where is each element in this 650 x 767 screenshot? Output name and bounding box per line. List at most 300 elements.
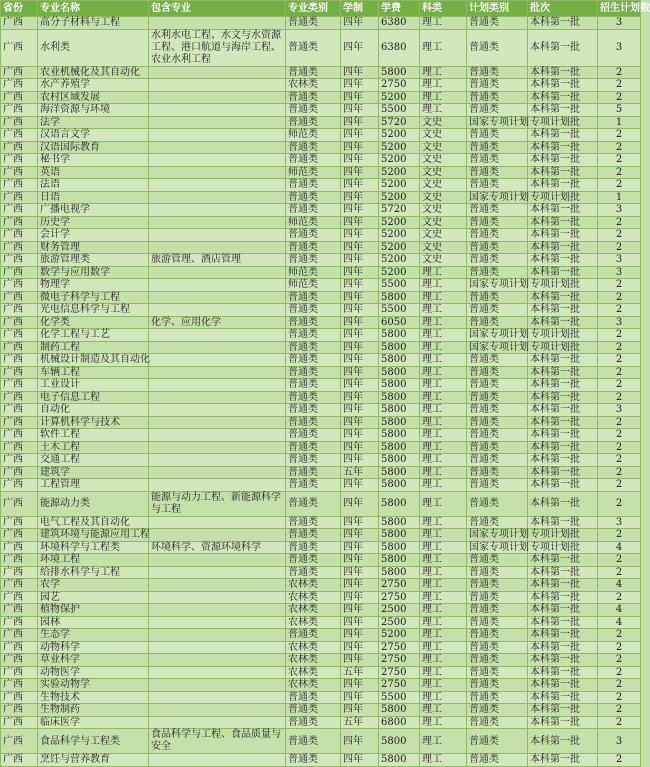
cell-major-category: 农林类 — [286, 641, 341, 654]
cell-major-name: 计算机科学与技术 — [38, 416, 149, 429]
table-row — [1, 679, 641, 692]
cell-enrollment-count: 2 — [598, 304, 641, 317]
cell-included-majors — [149, 279, 286, 292]
header-major-category: 专业类别 — [286, 1, 341, 17]
cell-batch: 本科第一批 — [528, 591, 598, 604]
cell-major-category: 普通类 — [286, 554, 341, 567]
cell-tuition: 5500 — [379, 104, 420, 117]
cell-duration: 四年 — [341, 566, 379, 579]
cell-major-name: 农业机械化及其自动化 — [38, 66, 149, 79]
cell-province: 广西 — [1, 104, 38, 117]
cell-tuition: 5500 — [379, 304, 420, 317]
cell-subject-type: 文史 — [420, 191, 467, 204]
cell-tuition: 5800 — [379, 704, 420, 717]
cell-tuition: 5800 — [379, 554, 420, 567]
cell-major-name: 动物医学 — [38, 666, 149, 679]
cell-major-name: 临床医学 — [38, 716, 149, 729]
cell-subject-type: 文史 — [420, 216, 467, 229]
cell-enrollment-count: 2 — [598, 241, 641, 254]
cell-major-category: 师范类 — [286, 166, 341, 179]
cell-plan-type: 普通类 — [467, 629, 528, 642]
table-row — [1, 154, 641, 167]
cell-major-name: 汉语国际教育 — [38, 141, 149, 154]
cell-province: 广西 — [1, 304, 38, 317]
cell-included-majors: 环境科学、资源环境科学 — [149, 541, 286, 554]
cell-tuition: 2750 — [379, 654, 420, 667]
cell-province: 广西 — [1, 454, 38, 467]
cell-enrollment-count: 2 — [598, 641, 641, 654]
cell-batch: 本科第一批 — [528, 679, 598, 692]
cell-tuition: 5720 — [379, 116, 420, 129]
cell-duration: 四年 — [341, 366, 379, 379]
cell-plan-type: 普通类 — [467, 291, 528, 304]
cell-included-majors — [149, 716, 286, 729]
cell-batch: 本科第一批 — [528, 579, 598, 592]
cell-tuition: 5200 — [379, 229, 420, 242]
header-enrollment-count: 招生计划数 — [598, 1, 641, 17]
cell-tuition: 2500 — [379, 616, 420, 629]
cell-enrollment-count: 3 — [598, 516, 641, 529]
cell-included-majors — [149, 479, 286, 492]
cell-major-name: 软件工程 — [38, 429, 149, 442]
cell-included-majors — [149, 441, 286, 454]
cell-batch: 本科第一批 — [528, 179, 598, 192]
table-row — [1, 454, 641, 467]
cell-duration: 四年 — [341, 641, 379, 654]
table-row — [1, 204, 641, 217]
cell-major-name: 广播电视学 — [38, 204, 149, 217]
cell-subject-type: 文史 — [420, 241, 467, 254]
cell-enrollment-count: 2 — [598, 704, 641, 717]
cell-tuition: 5800 — [379, 479, 420, 492]
cell-plan-type: 普通类 — [467, 29, 528, 66]
cell-major-name: 建筑学 — [38, 466, 149, 479]
cell-included-majors: 旅游管理、酒店管理 — [149, 254, 286, 267]
cell-major-category: 师范类 — [286, 129, 341, 142]
cell-enrollment-count: 2 — [598, 454, 641, 467]
cell-major-name: 微电子科学与工程 — [38, 291, 149, 304]
cell-duration: 四年 — [341, 354, 379, 367]
cell-province: 广西 — [1, 154, 38, 167]
cell-subject-type: 理工 — [420, 654, 467, 667]
cell-major-category: 普通类 — [286, 429, 341, 442]
cell-plan-type: 普通类 — [467, 429, 528, 442]
cell-duration: 四年 — [341, 104, 379, 117]
table-row — [1, 116, 641, 129]
cell-major-category: 农林类 — [286, 604, 341, 617]
cell-batch: 本科第一批 — [528, 141, 598, 154]
cell-major-category: 普通类 — [286, 366, 341, 379]
cell-duration: 四年 — [341, 604, 379, 617]
cell-major-category: 普通类 — [286, 17, 341, 30]
cell-duration: 四年 — [341, 254, 379, 267]
cell-subject-type: 理工 — [420, 641, 467, 654]
cell-enrollment-count: 2 — [598, 229, 641, 242]
cell-tuition: 5800 — [379, 516, 420, 529]
cell-included-majors — [149, 129, 286, 142]
cell-province: 广西 — [1, 341, 38, 354]
cell-batch: 本科第一批 — [528, 554, 598, 567]
cell-duration: 四年 — [341, 491, 379, 516]
cell-tuition: 5800 — [379, 404, 420, 417]
cell-enrollment-count: 4 — [598, 541, 641, 554]
cell-subject-type: 理工 — [420, 529, 467, 542]
cell-duration: 四年 — [341, 691, 379, 704]
cell-duration: 四年 — [341, 129, 379, 142]
cell-province: 广西 — [1, 516, 38, 529]
cell-major-category: 普通类 — [286, 541, 341, 554]
table-header-row — [1, 1, 641, 17]
cell-plan-type: 普通类 — [467, 79, 528, 92]
cell-duration: 四年 — [341, 166, 379, 179]
cell-batch: 本科第一批 — [528, 166, 598, 179]
cell-duration: 四年 — [341, 229, 379, 242]
cell-major-name: 秘书学 — [38, 154, 149, 167]
cell-included-majors — [149, 391, 286, 404]
cell-enrollment-count: 2 — [598, 666, 641, 679]
table-row — [1, 579, 641, 592]
cell-included-majors — [149, 91, 286, 104]
cell-subject-type: 理工 — [420, 704, 467, 717]
cell-included-majors — [149, 679, 286, 692]
cell-province: 广西 — [1, 479, 38, 492]
cell-plan-type: 普通类 — [467, 416, 528, 429]
cell-tuition: 5800 — [379, 429, 420, 442]
cell-plan-type: 普通类 — [467, 241, 528, 254]
cell-batch: 本科第一批 — [528, 379, 598, 392]
cell-enrollment-count: 2 — [598, 529, 641, 542]
cell-batch: 本科第一批 — [528, 204, 598, 217]
cell-major-name: 工业设计 — [38, 379, 149, 392]
cell-batch: 本科第一批 — [528, 429, 598, 442]
cell-province: 广西 — [1, 366, 38, 379]
cell-province: 广西 — [1, 254, 38, 267]
table-row — [1, 704, 641, 717]
header-plan-type: 计划类别 — [467, 1, 528, 17]
cell-subject-type: 理工 — [420, 366, 467, 379]
cell-batch: 本科第一批 — [528, 304, 598, 317]
cell-plan-type: 普通类 — [467, 666, 528, 679]
cell-included-majors — [149, 216, 286, 229]
cell-major-category: 农林类 — [286, 679, 341, 692]
cell-major-name: 动物科学 — [38, 641, 149, 654]
cell-province: 广西 — [1, 29, 38, 66]
cell-duration: 五年 — [341, 716, 379, 729]
cell-tuition: 6380 — [379, 17, 420, 30]
header-included-majors: 包含专业 — [149, 1, 286, 17]
cell-included-majors — [149, 529, 286, 542]
cell-tuition: 5800 — [379, 729, 420, 754]
cell-included-majors: 化学、应用化学 — [149, 316, 286, 329]
cell-enrollment-count: 2 — [598, 416, 641, 429]
cell-subject-type: 文史 — [420, 179, 467, 192]
cell-enrollment-count: 3 — [598, 204, 641, 217]
cell-province: 广西 — [1, 216, 38, 229]
cell-plan-type: 普通类 — [467, 316, 528, 329]
cell-batch: 本科第一批 — [528, 254, 598, 267]
cell-major-name: 能源动力类 — [38, 491, 149, 516]
cell-batch: 本科第一批 — [528, 641, 598, 654]
table-row — [1, 141, 641, 154]
cell-batch: 本科第一批 — [528, 466, 598, 479]
cell-included-majors — [149, 654, 286, 667]
cell-subject-type: 理工 — [420, 17, 467, 30]
cell-province: 广西 — [1, 466, 38, 479]
cell-included-majors — [149, 366, 286, 379]
cell-included-majors — [149, 666, 286, 679]
cell-subject-type: 理工 — [420, 516, 467, 529]
cell-major-category: 普通类 — [286, 91, 341, 104]
cell-subject-type: 文史 — [420, 154, 467, 167]
cell-subject-type: 理工 — [420, 441, 467, 454]
cell-batch: 本科第一批 — [528, 391, 598, 404]
cell-included-majors — [149, 204, 286, 217]
table-row — [1, 716, 641, 729]
cell-batch: 本科第一批 — [528, 629, 598, 642]
cell-subject-type: 理工 — [420, 729, 467, 754]
table-body — [1, 17, 641, 767]
table-row — [1, 341, 641, 354]
cell-tuition: 5200 — [379, 91, 420, 104]
cell-batch: 本科第一批 — [528, 441, 598, 454]
cell-included-majors — [149, 304, 286, 317]
cell-plan-type: 国家专项计划 — [467, 529, 528, 542]
table-row — [1, 216, 641, 229]
table-row — [1, 616, 641, 629]
cell-included-majors — [149, 404, 286, 417]
cell-tuition: 5200 — [379, 154, 420, 167]
cell-duration: 四年 — [341, 79, 379, 92]
table-row — [1, 166, 641, 179]
cell-major-category: 普通类 — [286, 304, 341, 317]
cell-duration: 四年 — [341, 141, 379, 154]
cell-plan-type: 国家专项计划 — [467, 116, 528, 129]
cell-duration: 五年 — [341, 466, 379, 479]
cell-major-category: 普通类 — [286, 416, 341, 429]
cell-duration: 四年 — [341, 391, 379, 404]
table-row — [1, 429, 641, 442]
cell-province: 广西 — [1, 416, 38, 429]
cell-duration: 四年 — [341, 91, 379, 104]
table-row — [1, 629, 641, 642]
cell-plan-type: 普通类 — [467, 454, 528, 467]
cell-subject-type: 理工 — [420, 354, 467, 367]
cell-tuition: 5800 — [379, 291, 420, 304]
table-row — [1, 541, 641, 554]
cell-major-category: 普通类 — [286, 254, 341, 267]
cell-tuition: 5800 — [379, 491, 420, 516]
cell-major-category: 普通类 — [286, 316, 341, 329]
cell-duration: 四年 — [341, 116, 379, 129]
cell-plan-type: 普通类 — [467, 691, 528, 704]
cell-plan-type: 普通类 — [467, 554, 528, 567]
cell-batch: 本科第一批 — [528, 66, 598, 79]
cell-subject-type: 理工 — [420, 454, 467, 467]
cell-plan-type: 普通类 — [467, 66, 528, 79]
table-row — [1, 654, 641, 667]
cell-tuition: 5800 — [379, 391, 420, 404]
cell-major-category: 师范类 — [286, 216, 341, 229]
cell-subject-type: 理工 — [420, 266, 467, 279]
cell-enrollment-count: 2 — [598, 691, 641, 704]
cell-batch: 本科第一批 — [528, 716, 598, 729]
cell-duration: 四年 — [341, 654, 379, 667]
cell-major-category: 普通类 — [286, 479, 341, 492]
cell-batch: 专项计划批 — [528, 529, 598, 542]
cell-province: 广西 — [1, 716, 38, 729]
cell-batch: 本科第一批 — [528, 91, 598, 104]
cell-subject-type: 理工 — [420, 304, 467, 317]
cell-major-category: 普通类 — [286, 716, 341, 729]
cell-enrollment-count: 2 — [598, 491, 641, 516]
header-major-name: 专业名称 — [38, 1, 149, 17]
cell-enrollment-count: 4 — [598, 579, 641, 592]
cell-batch: 本科第一批 — [528, 654, 598, 667]
cell-tuition: 5200 — [379, 254, 420, 267]
cell-major-category: 师范类 — [286, 279, 341, 292]
cell-province: 广西 — [1, 666, 38, 679]
cell-major-name: 水产养殖学 — [38, 79, 149, 92]
table-row — [1, 554, 641, 567]
cell-batch: 本科第一批 — [528, 129, 598, 142]
cell-province: 广西 — [1, 491, 38, 516]
cell-duration: 四年 — [341, 679, 379, 692]
cell-tuition: 2500 — [379, 604, 420, 617]
cell-batch: 本科第一批 — [528, 691, 598, 704]
cell-major-category: 普通类 — [286, 354, 341, 367]
cell-tuition: 5800 — [379, 341, 420, 354]
cell-major-name: 土木工程 — [38, 441, 149, 454]
cell-included-majors — [149, 291, 286, 304]
cell-major-category: 农林类 — [286, 616, 341, 629]
cell-major-category: 普通类 — [286, 291, 341, 304]
cell-duration: 四年 — [341, 429, 379, 442]
cell-plan-type: 普通类 — [467, 516, 528, 529]
cell-tuition: 2750 — [379, 679, 420, 692]
cell-major-name: 财务管理 — [38, 241, 149, 254]
cell-plan-type: 普通类 — [467, 91, 528, 104]
cell-enrollment-count: 2 — [598, 591, 641, 604]
cell-subject-type: 理工 — [420, 379, 467, 392]
cell-duration: 四年 — [341, 266, 379, 279]
cell-subject-type: 理工 — [420, 416, 467, 429]
cell-included-majors — [149, 691, 286, 704]
cell-major-name: 草业科学 — [38, 654, 149, 667]
cell-duration: 四年 — [341, 179, 379, 192]
cell-batch: 本科第一批 — [528, 491, 598, 516]
cell-duration: 四年 — [341, 754, 379, 767]
cell-batch: 本科第一批 — [528, 29, 598, 66]
header-batch: 批次 — [528, 1, 598, 17]
cell-major-name: 农学 — [38, 579, 149, 592]
cell-major-name: 食品科学与工程类 — [38, 729, 149, 754]
cell-included-majors — [149, 429, 286, 442]
header-tuition: 学费 — [379, 1, 420, 17]
cell-province: 广西 — [1, 704, 38, 717]
cell-subject-type: 理工 — [420, 754, 467, 767]
cell-duration: 四年 — [341, 454, 379, 467]
cell-major-category: 普通类 — [286, 104, 341, 117]
cell-major-category: 普通类 — [286, 391, 341, 404]
table-row — [1, 366, 641, 379]
cell-province: 广西 — [1, 166, 38, 179]
cell-major-category: 普通类 — [286, 466, 341, 479]
cell-enrollment-count: 2 — [598, 629, 641, 642]
cell-province: 广西 — [1, 266, 38, 279]
cell-tuition: 2750 — [379, 641, 420, 654]
cell-enrollment-count: 2 — [598, 341, 641, 354]
table-row — [1, 241, 641, 254]
cell-enrollment-count: 3 — [598, 29, 641, 66]
cell-tuition: 5800 — [379, 329, 420, 342]
cell-tuition: 5500 — [379, 691, 420, 704]
cell-tuition: 6380 — [379, 29, 420, 66]
cell-province: 广西 — [1, 66, 38, 79]
cell-enrollment-count: 2 — [598, 216, 641, 229]
table-row — [1, 441, 641, 454]
cell-plan-type: 普通类 — [467, 479, 528, 492]
cell-tuition: 2750 — [379, 591, 420, 604]
cell-duration: 四年 — [341, 17, 379, 30]
cell-included-majors: 能源与动力工程、新能源科学与工程 — [149, 491, 286, 516]
cell-plan-type: 普通类 — [467, 641, 528, 654]
cell-enrollment-count: 4 — [598, 616, 641, 629]
cell-province: 广西 — [1, 629, 38, 642]
cell-province: 广西 — [1, 529, 38, 542]
cell-major-name: 电气工程及其自动化 — [38, 516, 149, 529]
cell-major-name: 法学 — [38, 116, 149, 129]
cell-subject-type: 理工 — [420, 341, 467, 354]
cell-major-name: 交通工程 — [38, 454, 149, 467]
cell-province: 广西 — [1, 179, 38, 192]
cell-major-category: 普通类 — [286, 754, 341, 767]
table-row — [1, 179, 641, 192]
cell-enrollment-count: 4 — [598, 604, 641, 617]
cell-batch: 本科第一批 — [528, 266, 598, 279]
cell-included-majors: 食品科学与工程、食品质量与安全 — [149, 729, 286, 754]
cell-subject-type: 理工 — [420, 291, 467, 304]
cell-included-majors — [149, 166, 286, 179]
cell-tuition: 5800 — [379, 366, 420, 379]
cell-duration: 四年 — [341, 66, 379, 79]
cell-major-name: 环境科学与工程类 — [38, 541, 149, 554]
cell-included-majors — [149, 704, 286, 717]
cell-plan-type: 普通类 — [467, 229, 528, 242]
cell-duration: 四年 — [341, 329, 379, 342]
cell-enrollment-count: 2 — [598, 329, 641, 342]
cell-subject-type: 理工 — [420, 391, 467, 404]
cell-duration: 四年 — [341, 579, 379, 592]
cell-province: 广西 — [1, 641, 38, 654]
cell-tuition: 5800 — [379, 529, 420, 542]
cell-duration: 四年 — [341, 616, 379, 629]
cell-major-name: 自动化 — [38, 404, 149, 417]
cell-major-category: 普通类 — [286, 404, 341, 417]
cell-province: 广西 — [1, 591, 38, 604]
cell-included-majors — [149, 154, 286, 167]
cell-tuition: 5800 — [379, 354, 420, 367]
cell-batch: 本科第一批 — [528, 729, 598, 754]
table-row — [1, 691, 641, 704]
cell-duration: 四年 — [341, 541, 379, 554]
cell-province: 广西 — [1, 229, 38, 242]
cell-subject-type: 理工 — [420, 554, 467, 567]
cell-included-majors — [149, 629, 286, 642]
cell-subject-type: 文史 — [420, 229, 467, 242]
cell-plan-type: 普通类 — [467, 141, 528, 154]
table-row — [1, 491, 641, 516]
cell-province: 广西 — [1, 91, 38, 104]
